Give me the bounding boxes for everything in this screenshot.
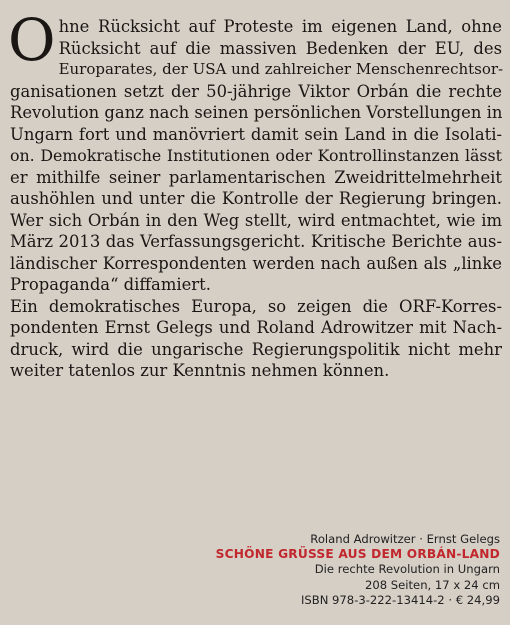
drop-cap: O bbox=[8, 6, 56, 74]
blurb-line: Ein demokratisches Europa, so zeigen die ORF-Korres- bbox=[10, 296, 502, 316]
blurb-line: Rücksicht auf die massiven Bedenken der EU, des bbox=[58, 38, 502, 58]
blurb-line: ländischer Korrespondenten werden nach außen als „linke bbox=[10, 253, 502, 273]
book-title: SCHÖNE GRÜSSE AUS DEM ORBÁN-LAND bbox=[215, 547, 500, 562]
blurb-line: Wer sich Orbán in den Weg stellt, wird entmachtet, wie im bbox=[10, 210, 502, 230]
blurb-line: Europarates, der USA und zahlreicher Menschenrechtsor- bbox=[58, 60, 504, 78]
blurb-line: Revolution ganz nach seinen persönlichen Vorstellungen in bbox=[10, 103, 503, 122]
book-blurb bbox=[8, 6, 504, 382]
blurb-line: Ungarn fort und manövriert damit sein Land in die Isolati- bbox=[10, 124, 502, 144]
blurb-line: Propaganda“ diffamiert. bbox=[10, 275, 211, 294]
blurb-line: pondenten Ernst Gelegs und Roland Adrowitzer mit Nach- bbox=[10, 318, 502, 337]
book-authors: Roland Adrowitzer · Ernst Gelegs bbox=[310, 532, 500, 546]
book-format: 208 Seiten, 17 x 24 cm bbox=[364, 577, 500, 592]
book-isbn-price: ISBN 978-3-222-13414-2 · € 24,99 bbox=[300, 592, 500, 607]
blurb-line: hne Rücksicht auf Proteste im eigenen Land, ohne bbox=[58, 17, 502, 36]
book-info bbox=[216, 532, 500, 608]
blurb-line: druck, wird die ungarische Regierungspolitik nicht mehr bbox=[10, 339, 502, 359]
blurb-line: März 2013 das Verfassungsgericht. Kritische Berichte aus- bbox=[10, 232, 502, 251]
blurb-line: aushöhlen und unter die Kontrolle der Regierung bringen. bbox=[10, 189, 502, 208]
blurb-line: weiter tatenlos zur Kenntnis nehmen können. bbox=[10, 361, 390, 380]
blurb-line: on. Demokratische Institutionen oder Kontrollinstanzen lässt bbox=[10, 146, 502, 165]
blurb-line: ganisationen setzt der 50-jährige Viktor Orbán die rechte bbox=[10, 81, 502, 101]
blurb-line: er mithilfe seiner parlamentarischen Zweidrittelmehrheit bbox=[10, 167, 502, 187]
book-subtitle: Die rechte Revolution in Ungarn bbox=[314, 562, 500, 577]
